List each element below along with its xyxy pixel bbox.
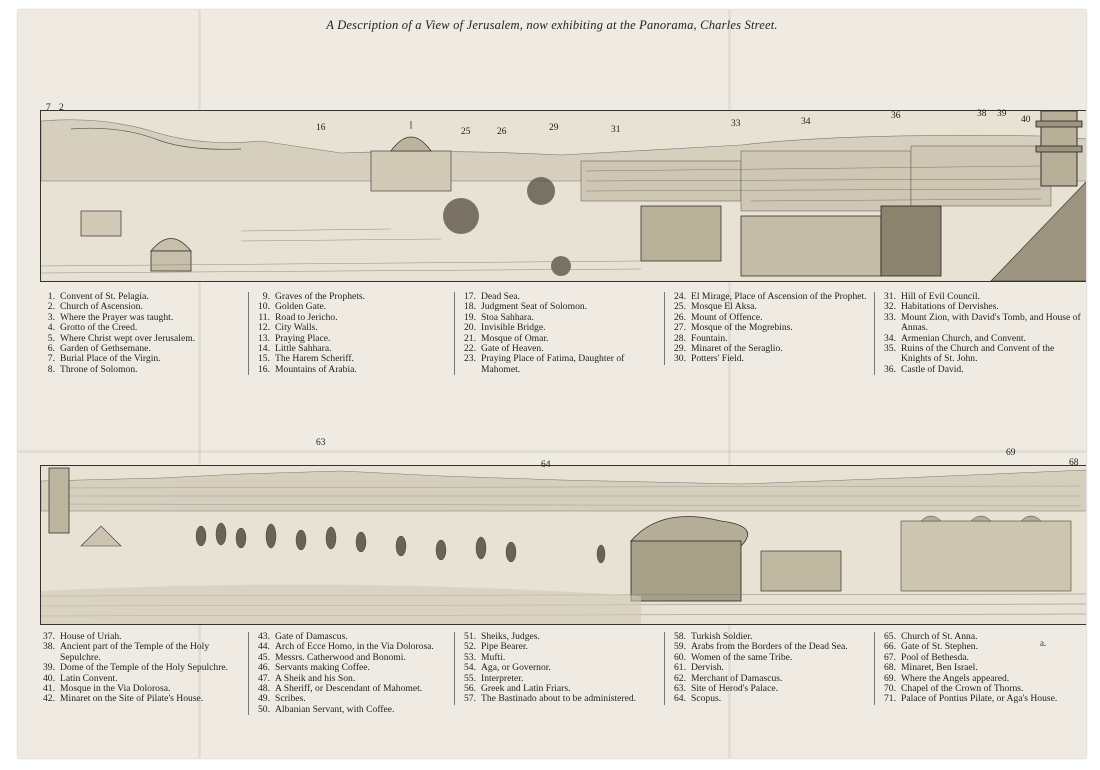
legend-item: 46. Servants making Coffee. (258, 662, 370, 674)
bottom-engraving-art (41, 466, 1086, 624)
legend-item: 52. Pipe Bearer. (464, 641, 528, 653)
legend-item: 54. Aga, or Governor. (464, 662, 551, 674)
legend-item: 42. Minaret on the Site of Pilate's House. (43, 693, 204, 705)
callout-number: 36 (891, 111, 901, 121)
callout-number: 29 (549, 123, 559, 133)
legend-item: 16. Mountains of Arabia. (258, 363, 357, 375)
legend-item: 53. Mufti. (464, 651, 506, 663)
legend-item: 7. Burial Place of the Virgin. (47, 353, 161, 365)
legend-item: 40. Latin Convent. (43, 672, 118, 684)
legend-item: 63. Site of Herod's Palace. (674, 683, 778, 695)
legend-item: 36. Castle of David. (884, 363, 964, 375)
legend-item: 58. Turkish Soldier. (674, 631, 753, 642)
legend-item: 13. Praying Place. (258, 332, 331, 344)
legend-item: 33. Mount Zion, with David's Tomb, and House of Annas. (884, 311, 1081, 334)
legend-item: 9. Graves of the Prophets. (262, 291, 366, 302)
legend-item: 22. Gate of Heaven. (464, 343, 544, 355)
legend-item: 60. Women of the same Tribe. (674, 651, 793, 663)
legend-item: 64. Scopus. (674, 693, 722, 705)
legend-item: 38. Ancient part of the Temple of the Holy Sepulchre. (43, 641, 210, 663)
legend-item: 71. Palace of Pontius Pilate, or Aga's House. (884, 693, 1058, 705)
legend-item: 65. Church of St. Anna. (884, 631, 978, 642)
legend-item: 4. Grotto of the Creed. (47, 322, 138, 334)
legend-item: 8. Throne of Solomon. (47, 363, 138, 375)
legend-item: 27. Mosque of the Mogrebins. (674, 322, 793, 334)
legend-item: 69. Where the Angels appeared. (884, 672, 1010, 684)
legend-column (40, 632, 240, 705)
legend-column (874, 632, 1085, 705)
top-panorama-engraving (40, 103, 1086, 282)
callout-number: 7 (46, 103, 51, 113)
legend-item: 28. Fountain. (674, 332, 728, 344)
legend-item: 32. Habitations of Dervishes. (884, 301, 999, 313)
legend-item: 70. Chapel of the Crown of Thorns. (884, 683, 1024, 695)
legend-item: 51. Sheiks, Judges. (464, 631, 540, 642)
print-title: A Description of a View of Jerusalem, now exhibiting at the Panorama, Charles Street. (326, 18, 778, 32)
legend-item: 59. Arabs from the Borders of the Dead Sea. (674, 641, 848, 653)
legend-item: 1. Convent of St. Pelagia. (47, 291, 149, 302)
legend-item: 43. Gate of Damascus. (258, 631, 348, 642)
stray-mark: a. (1040, 638, 1047, 648)
legend-item: 15. The Harem Scheriff. (258, 353, 354, 365)
legend-item: 48. A Sheriff, or Descendant of Mahomet. (258, 683, 423, 695)
legend-item: 61. Dervish. (674, 662, 724, 674)
legend-item: 67. Pool of Bethesda. (884, 651, 969, 663)
legend-item: 47. A Sheik and his Son. (258, 672, 356, 684)
legend-item: 24. El Mirage, Place of Ascension of the Prophet. (674, 291, 867, 302)
callout-number: 25 (461, 127, 471, 137)
legend-item: 68. Minaret, Ben Israel. (884, 662, 978, 674)
bottom-legend (40, 632, 1086, 732)
callout-number: 2 (59, 103, 64, 113)
legend-item: 18. Judgment Seat of Solomon. (464, 301, 588, 313)
legend-item: 10. Golden Gate. (258, 301, 327, 313)
callout-number: 68 (1069, 458, 1079, 468)
legend-column (454, 632, 661, 705)
callout-number: 16 (316, 123, 326, 133)
callout-number: 33 (731, 119, 741, 129)
legend-column (248, 292, 451, 375)
legend-item: 20. Invisible Bridge. (464, 322, 546, 334)
legend-column (664, 292, 871, 365)
callout-number: 31 (611, 125, 621, 135)
legend-item: 30. Potters' Field. (674, 353, 744, 365)
legend-item: 12. City Walls. (258, 322, 318, 334)
print-sheet (18, 10, 1086, 758)
legend-item: 21. Mosque of Omar. (464, 332, 549, 344)
top-engraving-art (41, 111, 1086, 281)
legend-item: 50. Albanian Servant, with Coffee. (258, 703, 395, 715)
legend-item: 57. The Bastinado about to be administered. (464, 693, 637, 705)
callout-number: 34 (801, 117, 811, 127)
callout-number: 38 (977, 109, 987, 119)
fold-line (18, 450, 1086, 453)
legend-item: 45. Messrs. Catherwood and Bonomi. (258, 651, 406, 663)
legend-column (874, 292, 1081, 375)
legend-item: 17. Dead Sea. (464, 291, 520, 302)
legend-item: 5. Where Christ wept over Jerusalem. (47, 332, 196, 344)
legend-item: 41. Mosque in the Via Dolorosa. (43, 683, 171, 695)
legend-column (664, 632, 871, 705)
callout-number: 40 (1021, 115, 1031, 125)
legend-item: 26. Mount of Offence. (674, 311, 763, 323)
top-legend (40, 292, 1086, 392)
legend-item: 35. Ruins of the Church and Convent of the Knights of St. John. (884, 343, 1055, 365)
legend-item: 23. Praying Place of Fatima, Daughter of Mahomet. (464, 353, 625, 375)
legend-item: 11. Road to Jericho. (258, 311, 338, 323)
legend-item: 25. Mosque El Aksa. (674, 301, 757, 313)
legend-item: 62. Merchant of Damascus. (674, 672, 783, 684)
legend-item: 19. Stoa Sahhara. (464, 311, 534, 323)
legend-item: 44. Arch of Ecce Homo, in the Via Dolorosa. (258, 641, 434, 653)
legend-item: 34. Armenian Church, and Convent. (884, 332, 1026, 344)
legend-item: 14. Little Sahhara. (258, 343, 332, 355)
callout-number: 63 (316, 438, 326, 448)
legend-item: 49. Scribes. (258, 693, 306, 705)
legend-column (40, 292, 240, 375)
callout-number: 39 (997, 109, 1007, 119)
legend-item: 56. Greek and Latin Friars. (464, 683, 571, 695)
callout-number: 26 (497, 127, 507, 137)
legend-item: 66. Gate of St. Stephen. (884, 641, 979, 653)
callout-number: 64 (541, 460, 551, 470)
legend-item: 3. Where the Prayer was taught. (47, 311, 174, 323)
legend-item: 29. Minaret of the Seraglio. (674, 343, 783, 355)
legend-column (454, 292, 661, 375)
legend-item: 2. Church of Ascension. (47, 301, 143, 313)
legend-column (248, 632, 451, 715)
legend-item: 6. Garden of Gethsemane. (47, 343, 151, 355)
legend-item: 55. Interpreter. (464, 672, 524, 684)
bottom-panorama-engraving (40, 438, 1086, 625)
legend-item: 31. Hill of Evil Council. (884, 291, 980, 302)
legend-item: 37. House of Uriah. (43, 631, 122, 642)
legend-item: 39. Dome of the Temple of the Holy Sepulchre. (43, 662, 229, 674)
callout-number: 69 (1006, 448, 1016, 458)
